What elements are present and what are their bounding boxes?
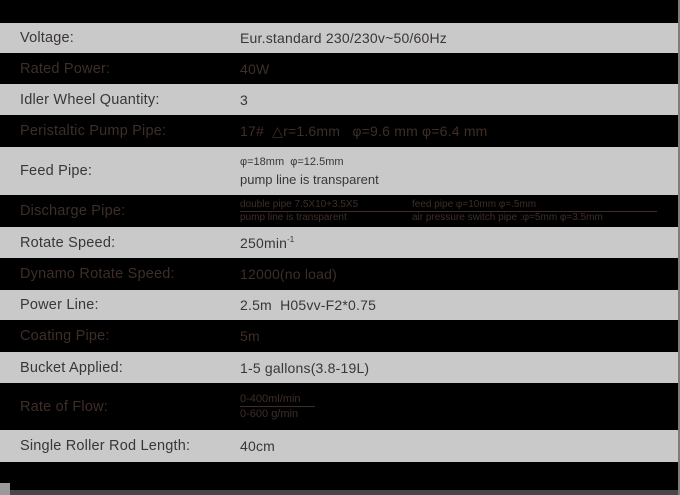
row-label: Single Roller Rod Length:: [20, 438, 191, 454]
value-line: [240, 212, 657, 223]
table-row: [0, 147, 680, 195]
table-row: [0, 227, 680, 258]
fraction-top: 0-400ml/min: [240, 393, 315, 407]
row-value: Eur.standard 230/230v~50/60Hz: [240, 30, 448, 46]
table-row: [0, 195, 680, 227]
row-value: 12000(no load): [240, 266, 337, 282]
row-value: 3: [240, 91, 248, 108]
row-value: 1-5 gallons(3.8-19L): [240, 359, 370, 376]
value-cell: air pressure switch pipe :φ=5mm φ=3.5mm: [412, 212, 603, 223]
row-value: 2.5m H05vv-F2*0.75: [240, 297, 377, 313]
row-value: [240, 393, 657, 420]
table-row: [0, 115, 680, 147]
fraction-bottom: 0-600 g/min: [240, 408, 299, 420]
row-value: 17# △r=1.6mm φ=9.6 mm φ=6.4 mm: [240, 122, 488, 139]
row-label: Idler Wheel Quantity:: [20, 91, 160, 108]
row-label: Peristaltic Pump Pipe:: [20, 123, 167, 139]
superscript: -1: [287, 234, 295, 244]
table-row: [0, 430, 680, 462]
spec-table: [0, 23, 680, 462]
header-band: [0, 0, 680, 23]
row-label: Feed Pipe:: [20, 163, 93, 179]
value-line: φ=18mm φ=12.5mm: [240, 155, 344, 168]
row-label: Voltage:: [20, 30, 75, 46]
row-value: 40cm: [240, 438, 276, 454]
row-value: 5m: [240, 328, 260, 344]
row-value: $250\min^{-1}$: [240, 234, 295, 251]
table-row: [0, 320, 680, 352]
table-row: [0, 53, 680, 84]
row-label: Coating Pipe:: [20, 328, 110, 344]
bottom-strip: [0, 490, 680, 495]
row-value: 40W: [240, 60, 270, 77]
value-cell: pump line is transparent: [240, 212, 347, 223]
table-row: [0, 84, 680, 115]
table-row: [0, 352, 680, 383]
row-label: Rated Power:: [20, 60, 111, 77]
table-row: [0, 258, 680, 290]
row-label: Discharge Pipe:: [20, 203, 126, 219]
row-label: Rate of Flow:: [20, 398, 109, 415]
value-line: pump line is transparent: [240, 171, 379, 187]
row-value: [240, 156, 657, 187]
table-row: [0, 23, 680, 53]
row-label: Dynamo Rotate Speed:: [20, 266, 175, 282]
bottom-corner-patch: [0, 483, 10, 495]
row-value: [240, 199, 657, 223]
value-line: [240, 199, 657, 212]
value-cell: double pipe 7.5X10+3.5X5: [240, 199, 412, 212]
table-row: [0, 383, 680, 430]
row-label: Power Line:: [20, 297, 99, 313]
row-label: Bucket Applied:: [20, 359, 123, 376]
row-label: Rotate Speed:: [20, 234, 116, 251]
value-cell: feed pipe φ=10mm φ=.5mm: [412, 199, 657, 212]
table-row: [0, 290, 680, 320]
